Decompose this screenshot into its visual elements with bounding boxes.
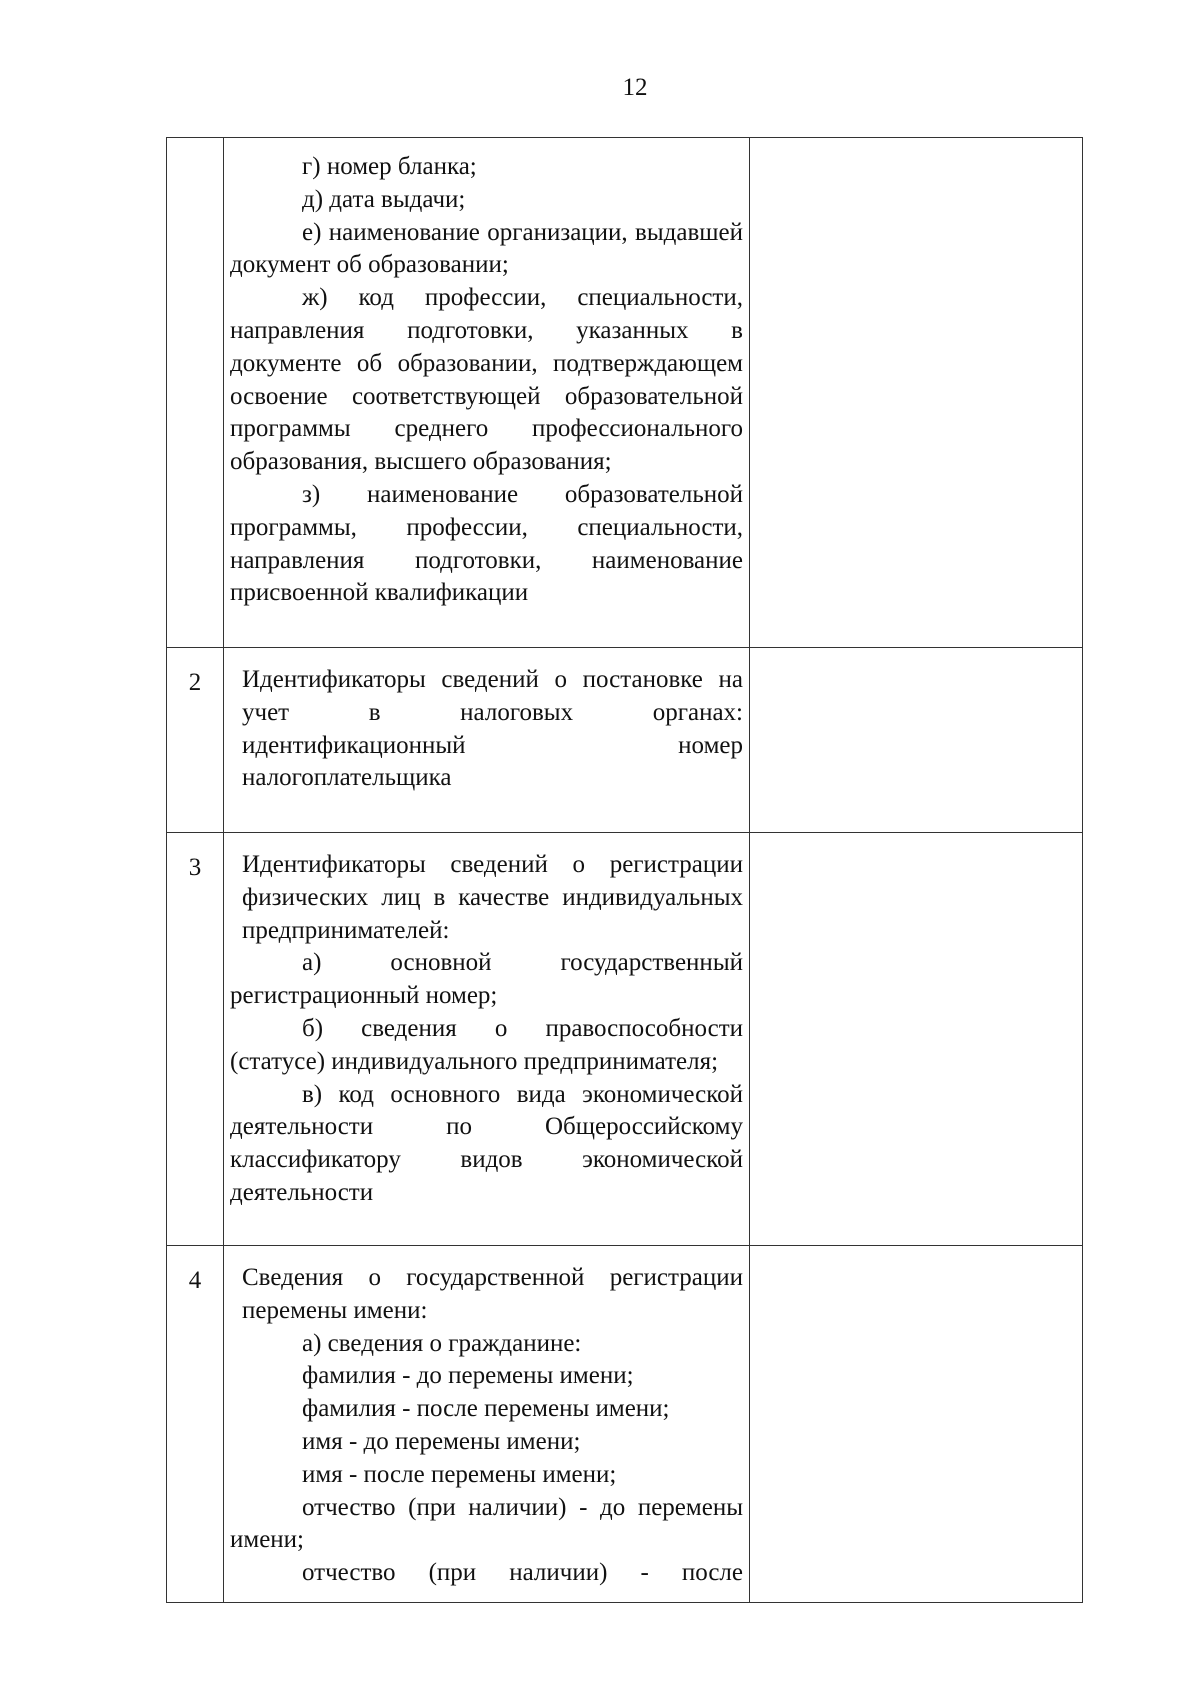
row-content-cell bbox=[224, 648, 750, 833]
list-item: Идентификаторы сведений о регистрации физических лиц в качестве индивидуальных предпринимателей: bbox=[242, 851, 743, 944]
list-item: отчество (при наличии) - до перемены имени; bbox=[230, 1493, 743, 1554]
list-item: б) сведения о правоспособности (статусе) индивидуального предпринимателя; bbox=[230, 1014, 743, 1075]
table-row bbox=[167, 833, 1083, 1246]
empty-column-cell bbox=[750, 648, 1083, 833]
list-item: фамилия - после перемены имени; bbox=[302, 1395, 670, 1423]
requirements-table bbox=[166, 137, 1083, 1603]
list-item: ж) код профессии, специальности, направления подготовки, указанных в документе об образовании, подтверждающем освоение соответствующей образовательной программы среднего профессионального образования, высшего образования; bbox=[230, 284, 743, 476]
row-number-cell: 2 bbox=[167, 648, 224, 833]
list-item: г) номер бланка; bbox=[302, 153, 477, 180]
list-item: в) код основного вида экономической деятельности по Общероссийскому классификатору видов экономической деятельности bbox=[230, 1080, 743, 1206]
list-item: имя - после перемены имени; bbox=[302, 1460, 617, 1488]
list-item: Сведения о государственной регистрации перемены имени: bbox=[242, 1264, 743, 1324]
list-item: з) наименование образовательной программы, профессии, специальности, направления подготовки, наименование присвоенной квалификации bbox=[230, 480, 743, 607]
empty-column-cell bbox=[750, 1246, 1083, 1603]
list-item: фамилия - до перемены имени; bbox=[302, 1362, 634, 1390]
row-content-cell bbox=[224, 1246, 750, 1603]
page-number: 12 bbox=[622, 74, 648, 101]
list-item: а) сведения о гражданине: bbox=[302, 1329, 582, 1357]
row-content-cell bbox=[224, 138, 750, 648]
empty-column-cell bbox=[750, 138, 1083, 648]
list-item: отчество (при наличии) - после bbox=[302, 1559, 743, 1587]
list-item: Идентификаторы сведений о постановке на учет в налоговых органах: идентификационный номер налогоплательщика bbox=[242, 666, 743, 792]
list-item: имя - до перемены имени; bbox=[302, 1427, 581, 1455]
list-item: д) дата выдачи; bbox=[302, 185, 466, 213]
row-content-cell bbox=[224, 833, 750, 1246]
row-number-cell: 4 bbox=[167, 1246, 224, 1603]
table-row bbox=[167, 1246, 1083, 1603]
list-item: е) наименование организации, выдавшей документ об образовании; bbox=[230, 218, 743, 279]
table-row bbox=[167, 648, 1083, 833]
row-number-cell: 3 bbox=[167, 833, 224, 1246]
row-number-cell bbox=[167, 138, 224, 648]
list-item: а) основной государственный регистрационный номер; bbox=[230, 949, 743, 1010]
table-row bbox=[167, 138, 1083, 648]
empty-column-cell bbox=[750, 833, 1083, 1246]
